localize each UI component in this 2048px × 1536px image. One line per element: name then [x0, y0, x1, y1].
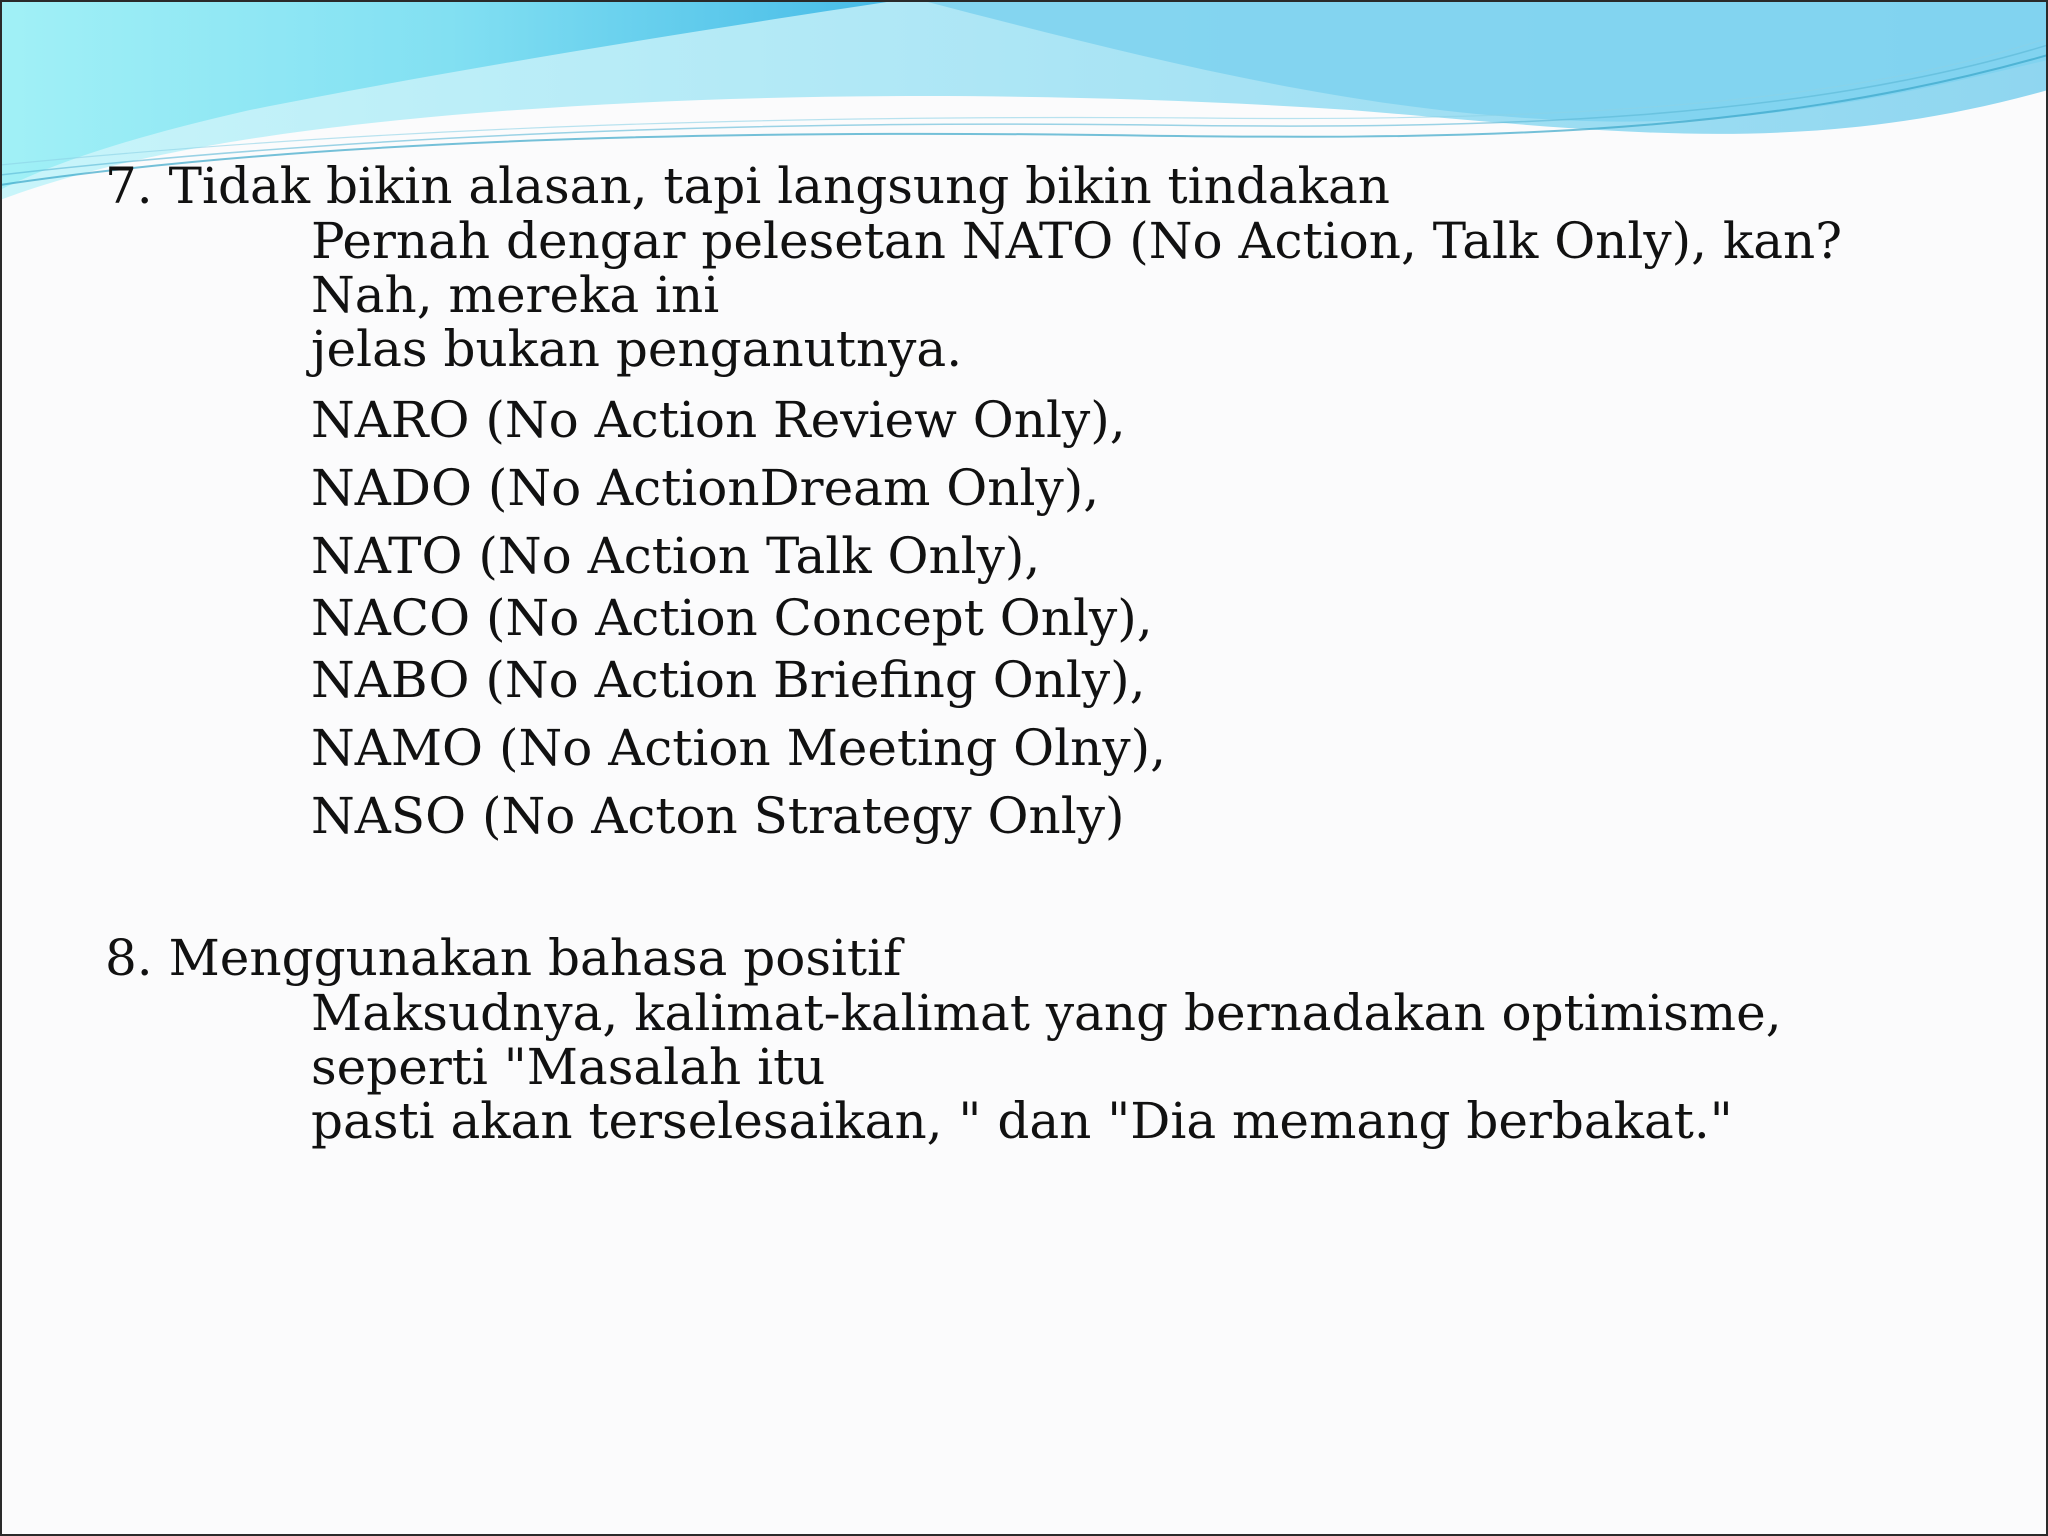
section-7-line: jelas bukan penganutnya.: [311, 320, 963, 378]
section-8-line: seperti "Masalah itu: [311, 1038, 826, 1096]
acronym-item: NABO (No Action Briefing Only),: [311, 651, 1146, 709]
acronym-item: NAMO (No Action Meeting Olny),: [311, 719, 1166, 777]
section-8-line: pasti akan terselesaikan, " dan "Dia memang berbakat.": [311, 1092, 1733, 1150]
slide-content: [105, 158, 2005, 1148]
section-8-line: Maksudnya, kalimat-kalimat yang bernadakan optimisme,: [311, 984, 1782, 1042]
section-7-line: Nah, mereka ini: [311, 266, 720, 324]
acronym-item: NARO (No Action Review Only),: [311, 391, 1126, 449]
acronym-item: NADO (No ActionDream Only),: [311, 459, 1100, 517]
acronym-item: NASO (No Acton Strategy Only): [311, 787, 1125, 845]
section-7-paragraph: [311, 214, 2005, 376]
section-7-line: Pernah dengar pelesetan NATO (No Action, Talk Only), kan?: [311, 212, 1843, 270]
acronym-item: NATO (No Action Talk Only),: [311, 527, 1041, 585]
section-7-heading: 7. Tidak bikin alasan, tapi langsung bikin tindakan: [105, 157, 1390, 215]
section-7: [105, 158, 2005, 850]
section-8: [105, 930, 2005, 1148]
section-8-paragraph: [311, 986, 2005, 1148]
section-8-heading: 8. Menggunakan bahasa positif: [105, 929, 902, 987]
acronym-item: NACO (No Action Concept Only),: [311, 589, 1153, 647]
acronym-list: [311, 386, 2005, 850]
